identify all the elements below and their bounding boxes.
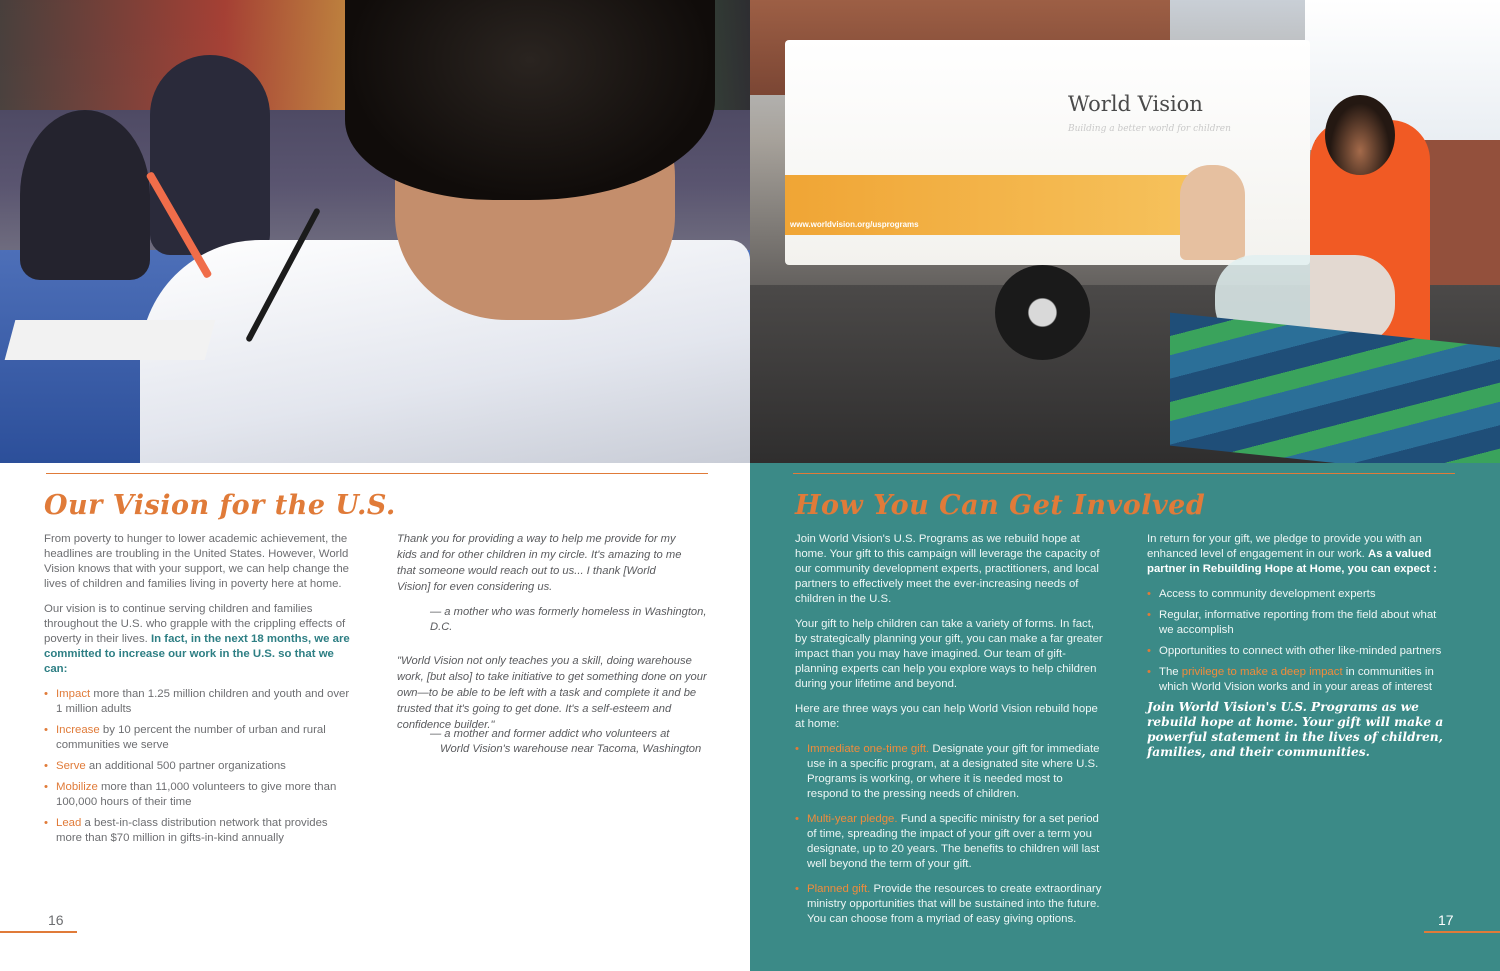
right-top-rule (793, 473, 1455, 474)
expectation-item (1147, 644, 1452, 659)
giving-option (795, 882, 1105, 927)
quote-2-attribution-line-1: — a mother and former addict who volunteers at (430, 728, 670, 740)
paper-sheet (5, 320, 216, 360)
goal-text: an additional 500 partner organizations (85, 760, 286, 772)
involved-paragraph-1: Join World Vision's U.S. Programs as we rebuild hope at home. Your gift to this campaign will leverage the capacity of our community development experts, practitioners, and local partners to effectively meet the ever-increasing needs of children in the U.S. (795, 533, 1100, 605)
expectations-list (1147, 587, 1452, 695)
truck-wheel (995, 265, 1090, 360)
giving-option-text: Provide the resources to create extraordinary ministry opportunities that will be sustained into the future. You can choose from a myriad of easy giving options. (807, 883, 1102, 925)
page-number-left-rule (0, 931, 77, 933)
goal-item (44, 780, 354, 810)
expectation-text: Regular, informative reporting from the field about what we accomplish (1159, 609, 1437, 636)
giving-option-keyword: Multi-year pledge. (807, 813, 898, 825)
background-student (150, 55, 270, 255)
quote-1-attribution: — a mother who was formerly homeless in Washington, D.C. (430, 606, 707, 633)
page-number-right: 17 (1438, 912, 1454, 928)
giving-option (795, 812, 1105, 872)
giving-option-text: Fund a specific ministry for a set period of time, spreading the impact of your gift over a term you designate, up to 20 years. The benefits to children will last well beyond the term of your gift. (807, 813, 1100, 870)
intro-paragraph-1: From poverty to hunger to lower academic achievement, the headlines are troubling in the United States. However, World Vision knows that with your support, we can help change the lives of children and families living in poverty here at home. (44, 533, 349, 590)
closing-statement: Join World Vision's U.S. Programs as we rebuild hope at home. Your gift will make a powerful statement in the lives of children, families, and their communities. (1147, 700, 1444, 759)
giving-option-text: Designate your gift for immediate use in a specific program, at a designated site where U.S. Programs is working, or where it is needed most to respond to the pressing needs of children. (807, 743, 1100, 800)
goal-keyword: Serve (56, 760, 86, 772)
page-number-right-rule (1424, 931, 1500, 933)
expectation-text: The (1159, 666, 1182, 678)
page-number-left: 16 (48, 912, 64, 928)
right-column-1 (795, 532, 1105, 933)
quote-2-attribution-line-2: World Vision's warehouse near Tacoma, Washington (440, 743, 702, 755)
goal-item (44, 759, 354, 774)
giving-option (795, 742, 1105, 802)
goal-keyword: Lead (56, 817, 82, 829)
goal-keyword: Increase (56, 724, 100, 736)
left-heading: Our Vision for the U.S. (44, 490, 396, 521)
intro-paragraph-2 (44, 602, 354, 677)
goal-keyword: Impact (56, 688, 91, 700)
volunteer-head (1325, 95, 1395, 175)
truck-url: www.worldvision.org/usprograms (790, 220, 919, 229)
goals-list (44, 687, 354, 846)
giving-option-keyword: Immediate one-time gift. (807, 743, 930, 755)
left-top-rule (46, 473, 708, 474)
quote-1: Thank you for providing a way to help me provide for my kids and for other children in my circle. It's amazing to me that someone would reach out to us... I thank [World Vision] for even considering us. (397, 533, 682, 593)
expectation-keyword: privilege to make a deep impact (1181, 666, 1343, 678)
classroom-photo (0, 0, 750, 463)
quote-2: "World Vision not only teaches you a skill, doing warehouse work, [but also] to take initiative to get something done on your own—to be able to be left with a task and complete it and be trusted that it's going to get done. It's a self-esteem and confidence builder." (397, 655, 707, 731)
giving-options-list (795, 742, 1105, 927)
return-paragraph-text: In return for your gift, we pledge to provide you with an enhanced level of engagement in our work. (1147, 533, 1422, 560)
involved-paragraph-3: Here are three ways you can help World Vision rebuild hope at home: (795, 703, 1098, 730)
return-paragraph (1147, 532, 1452, 577)
goal-text: more than 11,000 volunteers to give more than 100,000 hours of their time (56, 781, 337, 808)
goal-text: more than 1.25 million children and youth and over 1 million adults (56, 688, 350, 715)
truck-photo (750, 0, 1500, 463)
truck-child-graphic (1180, 165, 1245, 260)
expectation-item (1147, 587, 1452, 602)
goal-item (44, 816, 354, 846)
intro-paragraph-2-highlight: In fact, in the next 18 months, we are committed to increase our work in the U.S. so that we can: (44, 633, 350, 675)
expectation-text: Opportunities to connect with other like-minded partners (1159, 645, 1442, 657)
giving-option-keyword: Planned gift. (807, 883, 871, 895)
goal-text: by 10 percent the number of urban and rural communities we serve (56, 724, 326, 751)
right-heading: How You Can Get Involved (795, 490, 1206, 521)
background-student-2 (20, 110, 150, 280)
intro-paragraph-2-text: Our vision is to continue serving children and families throughout the U.S. who grapple with the crippling effects of poverty in their lives. (44, 603, 346, 645)
return-paragraph-highlight: As a valued partner in Rebuilding Hope at Home, you can expect : (1147, 548, 1437, 575)
left-column-1 (44, 532, 354, 852)
boy-hair (345, 0, 715, 200)
expectation-text: Access to community development experts (1159, 588, 1376, 600)
goal-text: a best-in-class distribution network that provides more than $70 million in gifts-in-kind annually (56, 817, 328, 844)
goal-item (44, 723, 354, 753)
right-column-2 (1147, 532, 1452, 701)
involved-paragraph-2: Your gift to help children can take a variety of forms. In fact, by strategically planning your gift, you can make a far greater impact than you may have imagined. Our team of gift-planning experts can help you explore ways to help children during your lifetime and beyond. (795, 618, 1103, 690)
expectation-item (1147, 608, 1452, 638)
expectation-text-end: in communities in which World Vision works and in your areas of interest (1159, 666, 1434, 693)
truck-tagline: Building a better world for children (1068, 124, 1231, 134)
expectation-item (1147, 665, 1452, 695)
goal-keyword: Mobilize (56, 781, 98, 793)
truck-logo: World Vision (1068, 92, 1203, 116)
goal-item (44, 687, 354, 717)
